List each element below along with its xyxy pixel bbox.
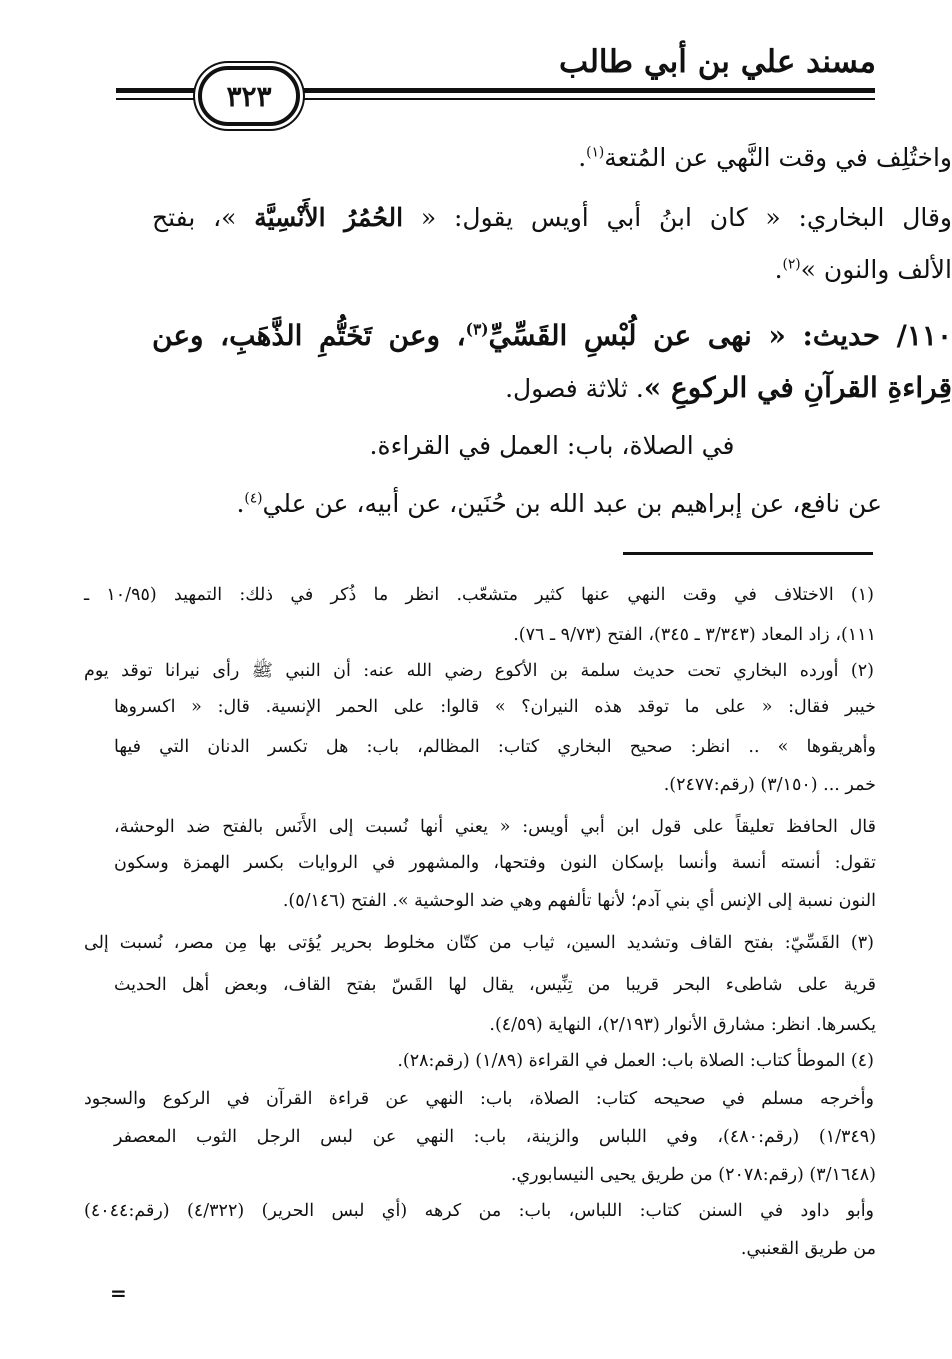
- hadith-heading-rest: . ثلاثة فصول.: [505, 374, 644, 403]
- isnad-line: [76, 482, 882, 526]
- footnote-line: قرية على شاطىء البحر قريبا من تِنِّيس، يقال لها القَسّ بفتح القاف، وبعض أهل الحديث: [114, 975, 876, 995]
- footnote-separator: [623, 552, 873, 555]
- footnote-line: (٤) الموطأ كتاب: الصلاة باب: العمل في القراءة (١/٨٩) (رقم:٢٨).: [397, 1051, 874, 1071]
- isnad-text: عن نافع، عن إبراهيم بن عبد الله بن حُنَين، عن أبيه، عن علي: [262, 489, 882, 518]
- footnote-line: وأهريقوها » .. انظر: صحيح البخاري كتاب: المظالم، باب: هل تكسر الدنان التي فيها: [114, 737, 876, 757]
- footnote-line: خمر ... (٣/١٥٠) (رقم:٢٤٧٧).: [663, 775, 876, 795]
- body-line-2: [152, 196, 952, 240]
- hadith-heading-b: ، وعن تَخَتُّمِ الذَّهَبِ، وعن: [152, 319, 466, 352]
- hadith-heading-keyword: قِراءةِ القرآنِ في الركوعِ »: [643, 371, 952, 404]
- end-mark: =: [110, 1281, 127, 1305]
- isnad-end: .: [236, 489, 245, 518]
- running-title: مسند علي بن أبي طالب: [559, 44, 876, 80]
- footnote-ref-2: (٢): [782, 256, 801, 273]
- footnote-line: خيبر فقال: « على ما توقد هذه النيران؟ » قالوا: على الحمر الإنسية. قال: « اكسروها: [114, 697, 876, 717]
- body-line-3: [152, 248, 952, 292]
- page-number: ٣٢٣: [226, 79, 272, 113]
- footnote-line: قال الحافظ تعليقاً على قول ابن أبي أويس: « يعني أنها نُسبت إلى الأَنَس بالفتح ضد الوحشة،: [114, 817, 876, 837]
- body-line-3-end: .: [774, 255, 783, 284]
- chapter-text: في الصلاة، باب: العمل في القراءة.: [369, 431, 735, 460]
- footnote-line: (١) الاختلاف في وقت النهي عنها كثير متشعّب. انظر ما ذُكر في ذلك: التمهيد (١٠/٩٥ ـ: [84, 585, 874, 605]
- footnote-line: من طريق القعنبي.: [740, 1239, 876, 1259]
- footnote-line: تقول: أنسته أنسة وأنسا بإسكان النون وفتحها، والمشهور في الروايات بكسر الهمزة وسكون: [114, 853, 876, 873]
- hadith-heading-line-2: [152, 364, 952, 413]
- footnote-line: (١/٣٤٩) (رقم:٤٨٠)، وفي اللباس والزينة، باب: النهي عن لبس الرجل الثوب المعصفر: [114, 1127, 877, 1147]
- hadith-heading-line-1: [152, 312, 952, 360]
- footnote-ref-1: (١): [586, 144, 605, 161]
- footnote-line: النون نسبة إلى الإنس أي بني آدم؛ لأنها تألفهم وهي ضد الوحشية ». الفتح (٥/١٤٦).: [282, 891, 876, 911]
- body-line-2-keyword: الحُمُرُ الأَنْسِيَّة: [254, 203, 404, 232]
- footnote-line: ١١١)، زاد المعاد (٣/٣٤٣ ـ ٣٤٥)، الفتح (٩/٧٣ ـ ٧٦).: [513, 625, 876, 645]
- footnote-line: (٢) أورده البخاري تحت حديث سلمة بن الأكوع رضي الله عنه: أن النبي ﷺ رأى نيرانا توقد يوم: [84, 661, 874, 681]
- footnote-line: وأبو داود في السنن كتاب: اللباس، باب: من كرهه (أي لبس الحرير) (٤/٣٢٢) (رقم:٤٠٤٤): [84, 1201, 875, 1221]
- body-line-2-pre: وقال البخاري: « كان ابنُ أبي أويس يقول: «: [403, 203, 952, 232]
- body-line-1-end: .: [578, 143, 587, 172]
- body-line-3-text: الألف والنون »: [800, 255, 952, 284]
- footnote-ref-4: (٤): [244, 490, 263, 507]
- footnote-line: يكسرها. انظر: مشارق الأنوار (٢/١٩٣)، النهاية (٤/٥٩).: [489, 1015, 876, 1035]
- body-line-1: [152, 136, 952, 180]
- body-line-2-post: »، بفتح: [152, 203, 255, 232]
- page-number-badge: [198, 66, 300, 126]
- chapter-line: [152, 424, 952, 468]
- body-line-1-text: واختُلِف في وقت النَّهي عن المُتعة: [604, 143, 952, 172]
- footnote-ref-3: (٣): [465, 320, 489, 339]
- footnote-line: (٣) القَسِّيّ: بفتح القاف وتشديد السين، ثياب من كتّان مخلوط بحرير يُؤتى بها مِن مصر، نُسبت إلى: [84, 933, 874, 953]
- hadith-heading-a: ١١٠/ حديث: « نهى عن لُبْسِ القَسِّيِّ: [488, 319, 952, 352]
- footnote-line: وأخرجه مسلم في صحيحه كتاب: الصلاة، باب: النهي عن قراءة القرآن في الركوع والسجود: [84, 1089, 874, 1109]
- footnote-line: (٣/١٦٤٨) (رقم:٢٠٧٨) من طريق يحيى النيسابوري.: [510, 1165, 876, 1185]
